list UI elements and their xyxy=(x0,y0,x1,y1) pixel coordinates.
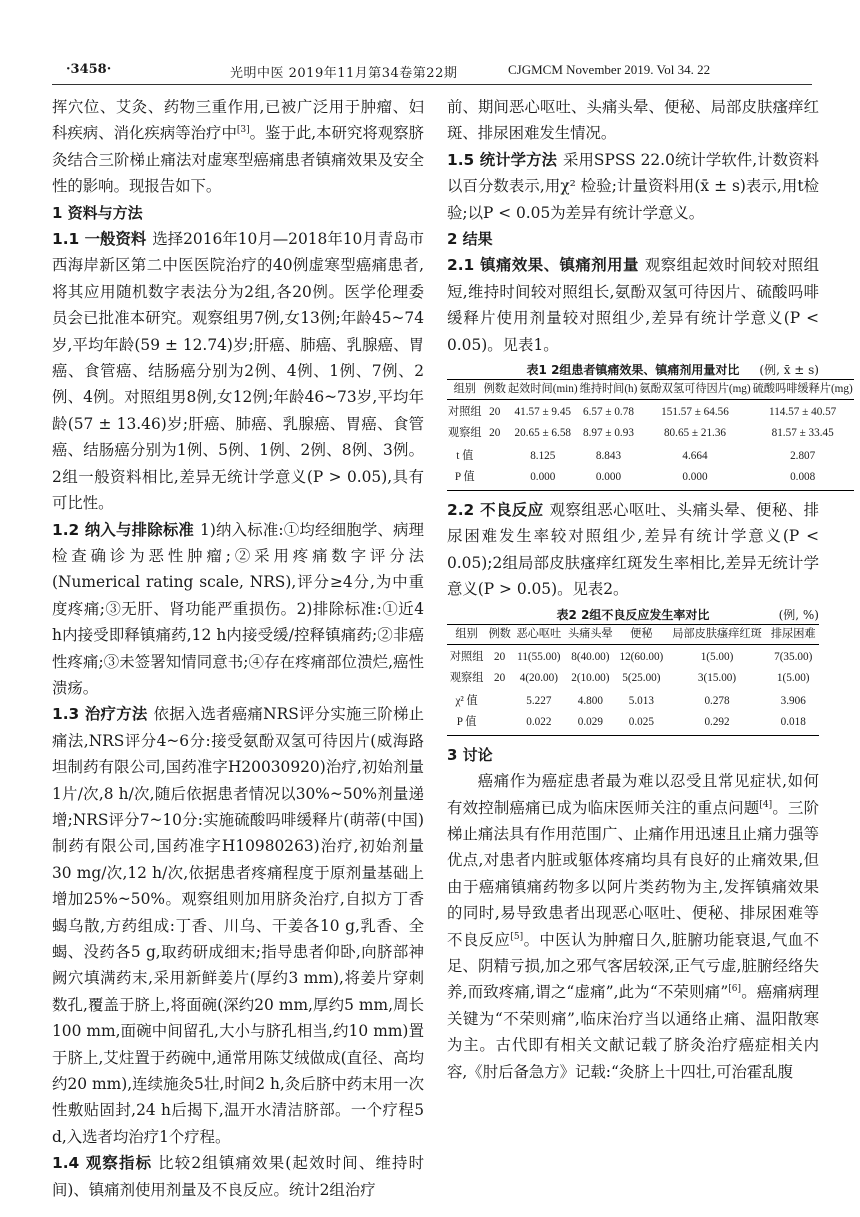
table-cell: 6.57 ± 0.78 xyxy=(583,406,634,419)
citation: [6] xyxy=(728,984,741,995)
subsection-1-3: 1.3 治疗方法 依据入选者癌痛NRS评分实施三阶梯止痛法,NRS评分4~6分:接受氨酚双氢可待因片(威海路坦制药有限公司,国药准字H20030920)治疗,初始剂量1片/次,8 h/次,随后依据患者情况以30%~50%剂量递增;NRS评分7~10分:实施硫酸吗啡缓释片(萌蒂(中国)制药有限公司,国药准字H10980263)治疗,初始剂量30 mg/次,12 h/次,依据患者疼痛程度于原剂量基础上增加25%~50%。观察组则加用脐灸治疗,自拟方丁香蝎乌散,方药组成:丁香、川乌、干姜各10 g,乳香、全蝎、没药各5 g,取药研成细末;指导患者仰卧,向脐部神阙穴填满药末,采用新鲜姜片(厚约3 mm),将姜片穿刺数孔,覆盖于脐上,将面碗(深约20 mm,厚约5 mm,周长100 mm,面碗中间留孔,大小与脐孔相当,约10 mm)置于脐上,艾炷置于药碗中,通常用陈艾绒做成(直径、高均约20 mm),连续施灸5壮,时间2 h,灸后脐中药末用一次性敷贴固封,24 h后揭下,温开水清洁脐部。一个疗程5 d,入选者均治疗1个疗程。 xyxy=(52,705,424,1146)
table-cell: 114.57 ± 40.57 xyxy=(769,406,837,419)
continued-paragraph: 前、期间恶心呕吐、头痛头晕、便秘、局部皮肤瘙痒红斑、排尿困难发生情况。 xyxy=(447,98,819,143)
table-cell: 观察组 xyxy=(448,427,482,440)
table-cell: 0.292 xyxy=(667,713,768,736)
table-cell: 2(10.00) xyxy=(571,671,610,684)
table-cell: 对照组 xyxy=(448,406,482,419)
table-cell xyxy=(486,713,513,736)
table-row xyxy=(447,690,819,713)
table-cell: 0.008 xyxy=(752,468,854,491)
running-header xyxy=(52,60,812,85)
table-header: 例数 xyxy=(486,624,513,644)
table-cell: 20 xyxy=(489,427,501,440)
table-header-row xyxy=(447,380,854,400)
table-header: 排尿困难 xyxy=(767,624,819,644)
journal-title-cn: 光明中医 2019年11月第34卷第22期 xyxy=(230,66,458,81)
subsection-1-1: 1.1 一般资料 选择2016年10月—2018年10月青岛市西海岸新区第二中医医院治疗的40例虚寒型癌痛患者,将其应用随机数字表法分为2组,各20例。医学伦理委员会已批准本研究。观察组男7例,女13例;年龄45~74岁,平均年龄(59 ± 12.74)岁;肝癌、肺癌、乳腺癌、胃癌、食管癌、结肠癌分别为2例、4例、1例、7例、2例、4例。对照组男8例,女12例;年龄46~73岁,平均年龄(57 ± 13.46)岁;肝癌、肺癌、乳腺癌、胃癌、食管癌、结肠癌分别为1例、5例、1例、2例、8例、3例。2组一般资料相比,差异无统计学意义(P > 0.05),具有可比性。 xyxy=(52,230,424,513)
table-cell: 5.013 xyxy=(628,694,654,707)
table-cell: 4.800 xyxy=(577,694,603,707)
subsection-heading: 2.2 不良反应 xyxy=(447,501,544,520)
table-row xyxy=(447,644,819,667)
table2-caption: 表2 2组不良反应发生率对比 (例, %) xyxy=(556,607,819,622)
table-header: 便秘 xyxy=(616,624,666,644)
section-heading: 2 结果 xyxy=(447,230,493,249)
subsection-heading: 2.1 镇痛效果、镇痛剂用量 xyxy=(447,256,639,275)
table-cell: 151.57 ± 64.56 xyxy=(661,406,729,419)
table-cell: t 值 xyxy=(456,450,474,463)
table-cell: 3.906 xyxy=(780,694,806,707)
table-cell: 0.025 xyxy=(616,713,666,736)
table1-caption: 表1 2组患者镇痛效果、镇痛剂用量对比 (例, x̄ ± s) xyxy=(526,363,819,378)
table-header: 氨酚双氢可待因片(mg) xyxy=(638,380,751,400)
table-cell: 0.000 xyxy=(507,468,579,491)
table-row xyxy=(447,400,854,423)
table-cell xyxy=(483,468,507,491)
citation: [5] xyxy=(510,931,524,942)
table-cell: 0.000 xyxy=(579,468,639,491)
table-row xyxy=(447,713,819,736)
table-cell: 80.65 ± 21.36 xyxy=(663,427,727,440)
section-heading: 1 资料与方法 xyxy=(52,203,143,222)
table-cell: 41.57 ± 9.45 xyxy=(514,406,572,419)
citation: [3] xyxy=(236,125,250,136)
table-cell: 对照组 xyxy=(449,650,484,663)
table1 xyxy=(447,379,854,491)
section-heading: 3 讨论 xyxy=(447,745,493,764)
citation: [4] xyxy=(759,799,773,810)
table-cell: 0.278 xyxy=(704,694,730,707)
table-cell: 观察组 xyxy=(449,671,484,684)
table-cell: 0.022 xyxy=(513,713,565,736)
table-cell: 11(55.00) xyxy=(517,650,561,663)
table-cell: 20.65 ± 6.58 xyxy=(514,427,572,440)
table-cell: 0.018 xyxy=(767,713,819,736)
subsection-2-1: 2.1 镇痛效果、镇痛剂用量 观察组起效时间较对照组短,维持时间较对照组长,氨酚双氢可待因片、硫酸吗啡缓释片使用剂量较对照组少,差异有统计学意义(P < 0.05)。见表1。 xyxy=(447,256,819,354)
table-cell: 4(20.00) xyxy=(519,671,558,684)
table-cell: 5.227 xyxy=(526,694,552,707)
table2 xyxy=(447,624,819,736)
table-header: 起效时间(min) xyxy=(507,380,579,400)
table-cell: 1(5.00) xyxy=(700,650,734,663)
table-row xyxy=(447,468,854,491)
table-header-row xyxy=(447,624,819,644)
subsection-heading: 1.2 纳入与排除标准 xyxy=(52,520,195,539)
subsection-1-4: 1.4 观察指标 比较2组镇痛效果(起效时间、维持时间)、镇痛剂使用剂量及不良反应。统计2组治疗 xyxy=(52,1154,425,1199)
subsection-1-5: 1.5 统计学方法 采用SPSS 22.0统计学软件,计数资料以百分数表示,用χ² 检验;计量资料用(x̄ ± s)表示,用t检验;以P < 0.05为差异有统计学意义。 xyxy=(447,150,819,222)
table-cell: 20 xyxy=(489,406,501,419)
table-header: 恶心呕吐 xyxy=(513,624,565,644)
table-cell: 4.664 xyxy=(682,450,708,463)
table-cell: 0.029 xyxy=(565,713,617,736)
table1-unit: (例, x̄ ± s) xyxy=(759,363,819,378)
table-header: 维持时间(h) xyxy=(579,380,639,400)
intro-paragraph: 挥穴位、艾灸、药物三重作用,已被广泛用于肿瘤、妇科疾病、消化疾病等治疗中[3]。鉴于此,本研究将观察脐灸结合三阶梯止痛法对虚寒型癌痛患者镇痛效果及安全性的影响。现报告如下。 xyxy=(52,98,424,196)
table-cell: 8.843 xyxy=(595,450,622,463)
journal-title-en: CJGMCM November 2019. Vol 34. 22 xyxy=(508,62,711,77)
table-row xyxy=(447,445,854,468)
table-cell: 8.125 xyxy=(530,450,556,463)
discussion-paragraph: 癌痛作为癌症患者最为难以忍受且常见症状,如何有效控制癌痛已成为临床医师关注的重点问题[4]。三阶梯止痛法具有作用范围广、止痛作用迅速且止痛力强等优点,对患者内脏或躯体疼痛均具有良好的止痛效果,但由于癌痛镇痛药物多以阿片类药物为主,发挥镇痛效果的同时,易导致患者出现恶心呕吐、便秘、排尿困难等不良反应[5]。中医认为肿瘤日久,脏腑功能衰退,气血不足、阴精亏损,加之邪气客居较深,正气亏虚,脏腑经络失养,而致疼痛,谓之“虚痛”,此为“不荣则痛”[6]。癌痛病理关键为“不荣则痛”,临床治疗当以通络止痛、温阳散寒为主。古代即有相关文献记载了脐灸治疗癌症相关内容,《肘后备急方》记载:“灸脐上十四壮,可治霍乱腹 xyxy=(447,772,819,1081)
table-header: 例数 xyxy=(483,380,507,400)
subsection-2-2: 2.2 不良反应 观察组恶心呕吐、头痛头晕、便秘、排尿困难发生率较对照组少,差异有统计学意义(P < 0.05);2组局部皮肤瘙痒红斑发生率相比,差异无统计学意义(P > 0.05)。见表2。 xyxy=(447,501,819,599)
subsection-heading: 1.5 统计学方法 xyxy=(447,150,557,169)
table-cell: 1(5.00) xyxy=(776,671,810,684)
subsection-heading: 1.4 观察指标 xyxy=(52,1154,153,1173)
table-header: 组别 xyxy=(447,624,486,644)
table-cell: 8(40.00) xyxy=(571,650,610,663)
table-cell: 7(35.00) xyxy=(774,650,813,663)
page-number: ·3458· xyxy=(66,62,112,77)
table-cell: 20 xyxy=(494,671,506,684)
table-cell: P 值 xyxy=(447,713,486,736)
left-column xyxy=(52,94,424,1203)
table-cell xyxy=(483,445,507,468)
table-cell: 0.000 xyxy=(638,468,751,491)
table-cell: 5(25.00) xyxy=(622,671,661,684)
subsection-heading: 1.3 治疗方法 xyxy=(52,705,148,724)
table-cell: 81.57 ± 33.45 xyxy=(771,427,834,440)
subsection-heading: 1.1 一般资料 xyxy=(52,230,147,249)
table-row xyxy=(447,422,854,445)
table-header: 头痛头晕 xyxy=(565,624,617,644)
table-cell: 20 xyxy=(494,650,506,663)
table-header: 局部皮肤瘙痒红斑 xyxy=(667,624,768,644)
table-header: 硫酸吗啡缓释片(mg) xyxy=(752,380,854,400)
table-cell: 8.97 ± 0.93 xyxy=(583,427,634,440)
table-row xyxy=(447,667,819,690)
subsection-1-2: 1.2 纳入与排除标准 1)纳入标准:①均经细胞学、病理检查确诊为恶性肿瘤;②采用疼痛数字评分法(Numerical rating scale, NRS),评分≥4分,为中重度疼痛;③无肝、肾功能严重损伤。2)排除标准:①近4 h内接受即释镇痛药,12 h内接受缓/控释镇痛药;②非癌性疼痛;③未签署知情同意书;④存在疼痛部位溃烂,癌性溃疡。 xyxy=(52,520,425,697)
table-header: 组别 xyxy=(447,380,483,400)
table-cell: 12(60.00) xyxy=(619,650,664,663)
right-column xyxy=(447,94,853,1085)
table-cell xyxy=(486,690,513,713)
table-cell: P 值 xyxy=(447,468,483,491)
table-cell: 3(15.00) xyxy=(697,671,737,684)
table2-unit: (例, %) xyxy=(778,607,819,622)
table-cell: χ² 值 xyxy=(455,694,478,707)
table-cell: 2.807 xyxy=(790,450,816,463)
